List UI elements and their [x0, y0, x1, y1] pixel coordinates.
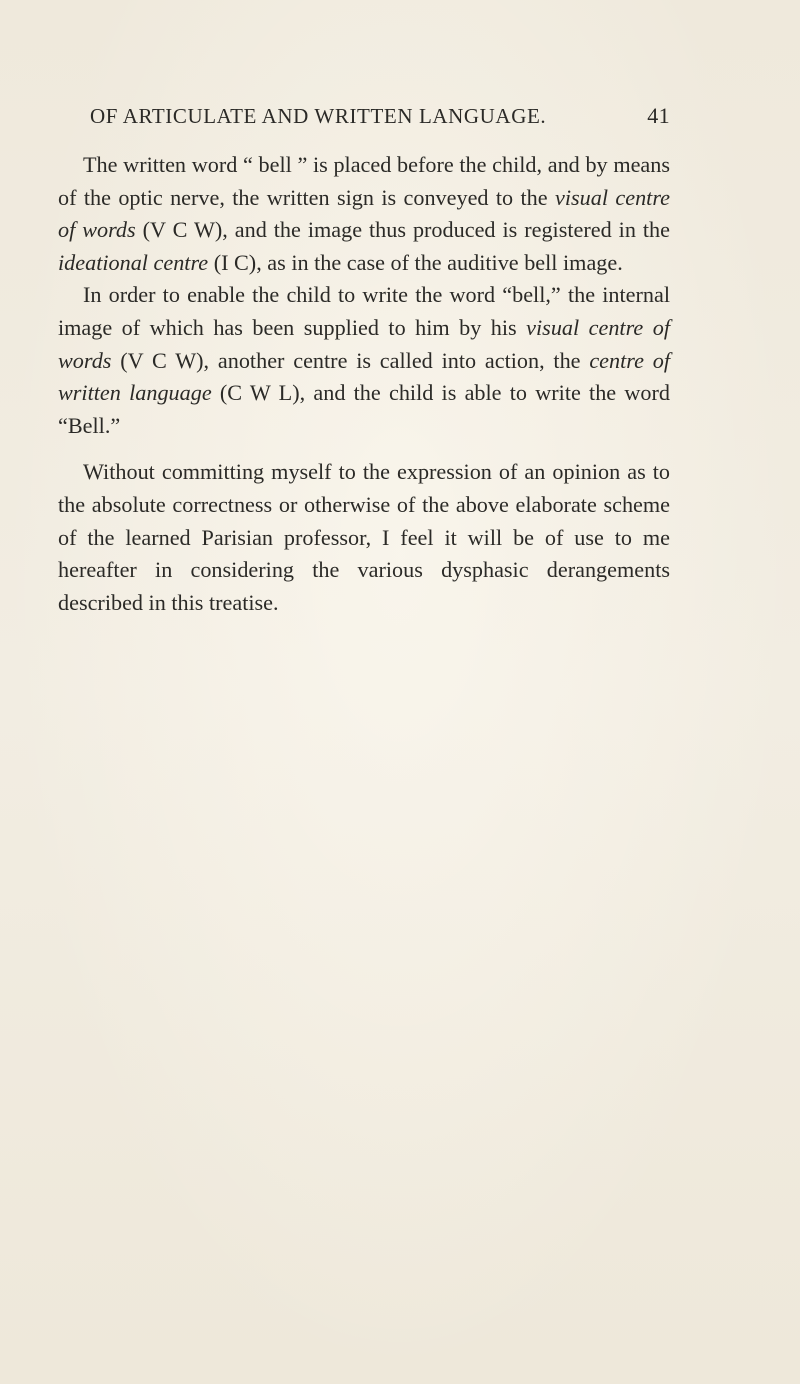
- running-head-title: OF ARTICULATE AND WRITTEN LANGUAGE.: [90, 104, 547, 128]
- paragraph-1: [58, 149, 670, 279]
- paragraph-2: [58, 279, 670, 442]
- paragraph-3: [58, 456, 670, 619]
- paragraph-3-text: Without committing myself to the expression of an opinion as to the absolute correctness or otherwise of the above elaborate scheme of the learned Parisian professor, I feel it will be of use to me hereafter in considering the various dysphasic derangements described in this treatise.: [58, 459, 670, 615]
- running-head: [90, 103, 670, 137]
- paragraph-1-italic-term: ideational centre: [58, 249, 209, 275]
- page-number: 41: [647, 103, 670, 128]
- paragraph-2-text: In order to enable the child to write the word “bell,” the internal image of which has been supplied to him by his: [58, 282, 670, 340]
- paragraph-2-text: (V C W), another centre is called into action, the: [111, 347, 590, 373]
- paragraph-1-text: (I C), as in the case of the auditive bell image.: [208, 249, 623, 275]
- paragraph-2-italic-term: centre of written language: [58, 347, 670, 406]
- paragraph-1-text: (V C W), and the image thus produced is registered in the: [135, 217, 670, 243]
- paragraph-1-text: The written word “ bell ” is placed before the child, and by means of the optic nerve, the written sign is conveyed to the: [58, 152, 670, 210]
- body-text: [58, 149, 670, 619]
- paragraph-2-text: (C W L), and the child is able to write the word “Bell.”: [58, 380, 670, 438]
- paragraph-1-italic-term: visual centre of words: [58, 184, 670, 243]
- paragraph-2-italic-term: visual centre of words: [58, 314, 670, 373]
